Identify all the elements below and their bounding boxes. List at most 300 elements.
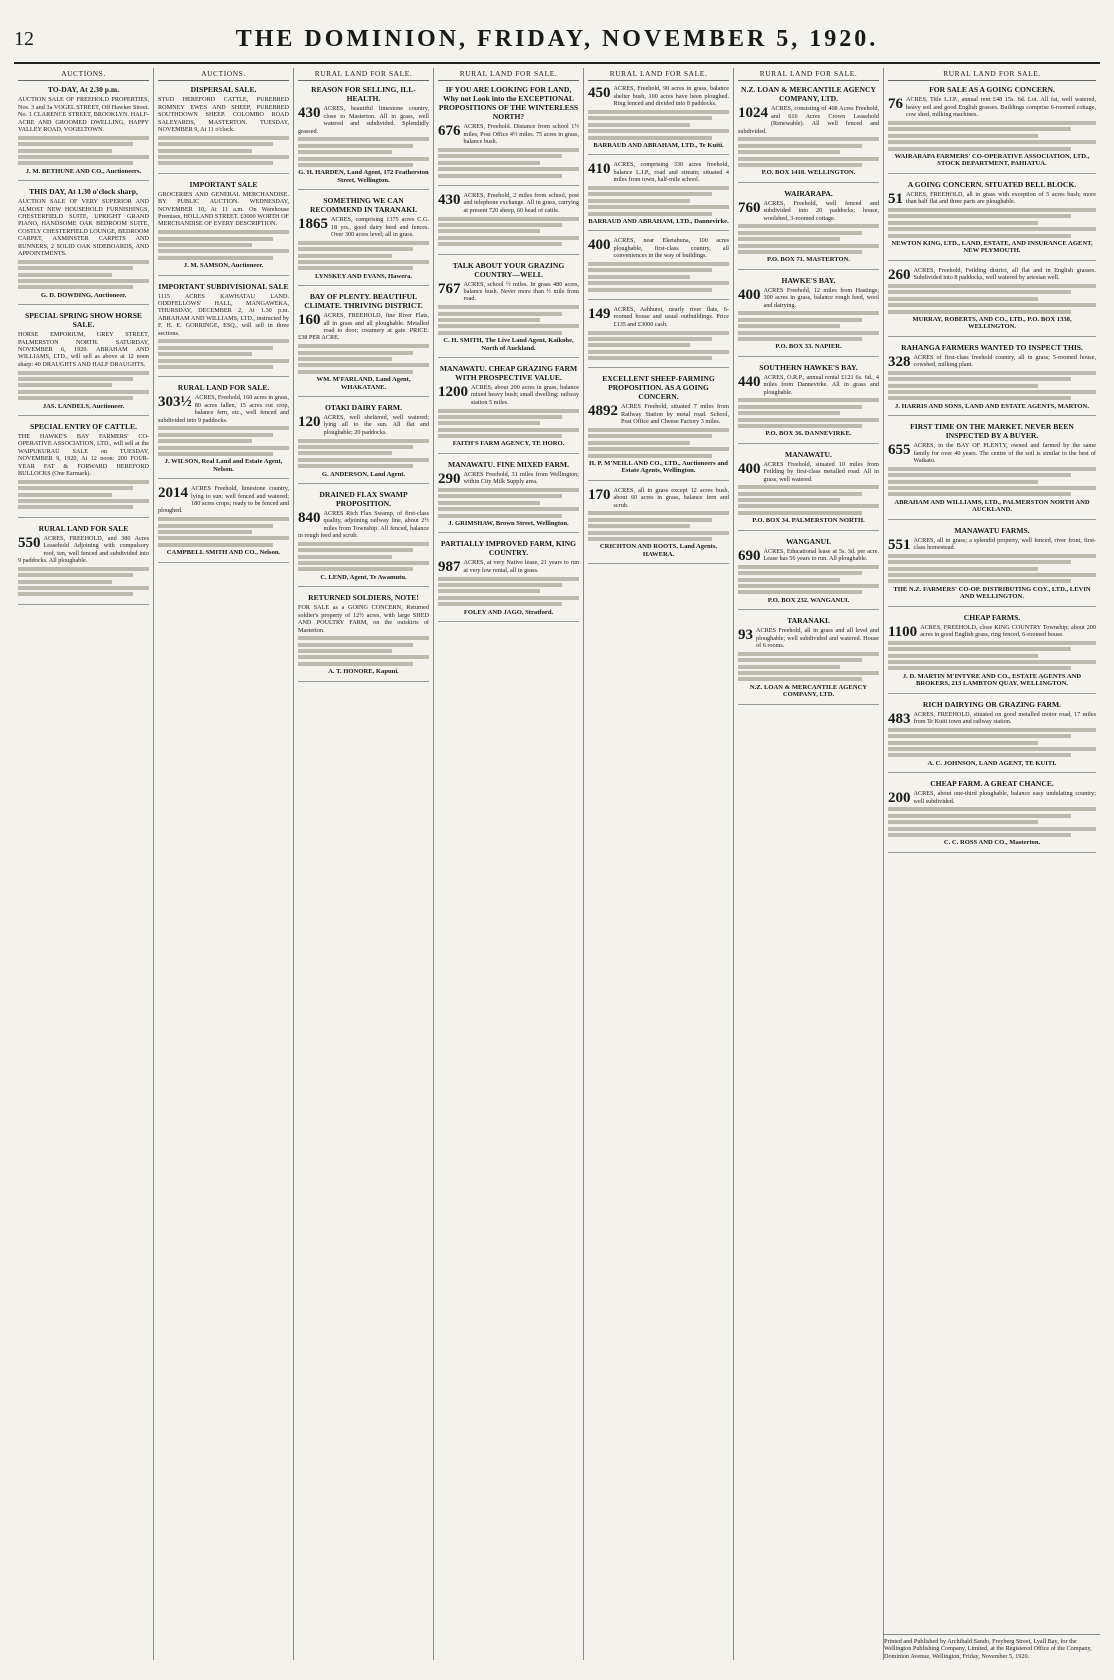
fine-print-line [888, 290, 1071, 294]
ad-title: A GOING CONCERN. SITUATED BELL BLOCK. [907, 179, 1077, 189]
ad-text: ACRES, about one-third ploughable, balance easy undulating country; well subdivided. [913, 790, 1096, 805]
ad-text: HORSE EMPORIUM, GREY STREET, PALMERSTON NORTH. SATURDAY, NOVEMBER 6, 1920. ABRAHAM AND WILLIAMS, LTD., will sell as above at 12 noon sharp: 40 DRAUGHTS AND HALF DRAUGHTS. [18, 331, 149, 368]
fine-print-line [438, 501, 540, 505]
fine-print-line [18, 499, 149, 503]
publisher-imprint: Printed and Published by Archibald Sando, Freyberg Street, Lyall Bay, for the Wellington Publishing Company, Limited, at the Registered Office of the Company, Dominion Avenue, Wellington, Friday, November 5, 1920. [884, 1634, 1100, 1660]
ad-lead-number: 840 [298, 509, 321, 526]
fine-print-line [738, 652, 879, 656]
ad-lead-number: 160 [298, 312, 321, 329]
fine-print-line [738, 231, 862, 235]
fine-print-line [438, 236, 579, 240]
fine-print-line [738, 250, 862, 254]
fine-print-line [438, 494, 562, 498]
ad-text: STUD HEREFORD CATTLE, PUREBRED ROMNEY EWES AND SHEEP, PUREBRED SOUTHDOWN SHEEP. COLOMBO ROAD SALEYARDS, MASTERTON. TUESDAY, NOVEMBER 9, At 11 o'clock. [158, 96, 289, 134]
fine-print-line [738, 318, 862, 322]
ad-signature: C. LEND, Agent, Te Awamutu. [320, 573, 407, 581]
fine-print-line [298, 254, 392, 258]
ad-lead-number: 410 [588, 161, 611, 178]
fine-print-line [738, 418, 879, 422]
fine-print-line [888, 660, 1096, 664]
fine-print-line [588, 331, 729, 335]
fine-print-line [298, 542, 429, 546]
ad-body [888, 790, 1096, 805]
fine-print-line [158, 142, 273, 146]
classified-ad [738, 276, 879, 357]
fine-print-line [738, 498, 840, 502]
fine-print-line [588, 343, 690, 347]
ad-title: IF YOU ARE LOOKING FOR LAND, Why not Look into the EXCEPTIONAL PROPOSITIONS OF THE WINTERLESS NORTH? [438, 85, 579, 122]
fine-print-line [438, 229, 540, 233]
classified-ad [888, 267, 1096, 337]
fine-print-line [298, 445, 413, 449]
ad-lead-number: 400 [738, 286, 761, 303]
classified-ad [888, 343, 1096, 417]
column-4 [434, 68, 584, 1660]
fine-print-line [438, 583, 562, 587]
fine-print-line [158, 439, 252, 443]
fine-print-line [588, 518, 712, 522]
fine-print-line [298, 548, 413, 552]
ad-signature: J. WILSON, Real Land and Estate Agent, Nelson. [164, 458, 283, 473]
fine-print-line [158, 452, 273, 456]
newspaper-title: THE DOMINION, FRIDAY, NOVEMBER 5, 1920. [235, 26, 879, 52]
ad-title: TO-DAY, At 2.30 p.m. [47, 85, 120, 95]
ad-body [158, 191, 289, 228]
fine-print-line [18, 377, 133, 381]
classified-ad [738, 85, 879, 182]
ad-signature: A. C. JOHNSON, LAND AGENT, TE KUITI. [927, 759, 1057, 767]
ad-signature: P.O. BOX 34. PALMERSTON NORTH. [752, 517, 865, 525]
ad-text: ACRES, Freehold, 90 acres in grass, balance shelter bush, 100 acres have been ploughed. Ring fenced and divided into 8 paddocks. [613, 85, 729, 108]
ad-title: TALK ABOUT YOUR GRAZING COUNTRY—WELL [452, 260, 565, 279]
ad-body [298, 414, 429, 436]
column-2 [154, 68, 294, 1660]
ad-title: IMPORTANT SALE [189, 179, 258, 189]
column-heading: RURAL LAND FOR SALE. [738, 68, 879, 81]
fine-print-line [888, 140, 1096, 144]
classified-ad [438, 460, 579, 534]
fine-print-line [18, 155, 149, 159]
ad-text: ACRES Freehold, limestone country, lying to sun; well fenced and watered; 180 acres crops; ready to be fenced and ploughed. [158, 485, 289, 515]
fine-print-line [18, 273, 112, 277]
fine-print-line [888, 134, 1038, 138]
fine-print-line [888, 297, 1038, 301]
ad-text: ACRES, FREEHOLD, fine River Flats, all in grass and all ploughable. Metalled road to door; creamery at gate. PRICE: £38 PER ACRE. [298, 312, 429, 342]
ad-text: 1115 ACRES KAWHATAU LAND. ODDFELLOWS' HALL, MANGAWEKA, THURSDAY, DECEMBER 2, At 1.30 p.m. ABRAHAM AND WILLIAMS, LTD., instructed by F. H. E. GORRINGE, ESQ., will sell in three sections. [158, 292, 289, 337]
ad-text: ACRES Freehold, situated 7 miles from Railway Station by metal road. School, Post Office and Cheese Factory 3 miles. [621, 403, 729, 426]
ad-lead-number: 430 [298, 105, 321, 122]
fine-print-line [888, 820, 1038, 824]
column-heading: AUCTIONS. [158, 68, 289, 81]
ad-text: ACRES, comprising 330 acres freehold, balance L.I.P., road and stream; situated 4 miles from town, half-mile school. [613, 161, 729, 184]
ad-body [438, 123, 579, 145]
column-heading: RURAL LAND FOR SALE. [588, 68, 729, 81]
fine-print-line [738, 405, 862, 409]
ad-signature: BARRAUD AND ABRAHAM, LTD., Te Kuiti. [593, 141, 724, 149]
fine-print-line [158, 136, 289, 140]
classified-ad [588, 85, 729, 155]
fine-print-line [158, 230, 289, 234]
ad-lead-number: 400 [738, 460, 761, 477]
ad-signature: P.O. BOX 36. DANNEVIRKE. [765, 430, 852, 438]
fine-print-line [588, 454, 712, 458]
classified-ad [738, 363, 879, 444]
fine-print-line [888, 567, 1038, 571]
fine-print-line [158, 155, 289, 159]
ad-signature: BARRAUD AND ABRAHAM, LTD., Dannevirke. [588, 217, 729, 225]
classified-ad [888, 613, 1096, 694]
ad-signature: C. C. ROSS AND CO., Masterton. [943, 839, 1041, 847]
ad-signature: J. M. SAMSON, Auctioneer. [183, 262, 264, 270]
ad-lead-number: 4892 [588, 403, 618, 420]
fine-print-line [588, 116, 712, 120]
page-number: 12 [14, 28, 34, 50]
column-3 [294, 68, 434, 1660]
fine-print-line [298, 643, 413, 647]
fine-print-line [738, 485, 879, 489]
fine-print-line [888, 492, 1071, 496]
fine-print-line [588, 428, 729, 432]
fine-print-line [438, 324, 579, 328]
fine-print-line [738, 150, 840, 154]
ad-body [588, 487, 729, 509]
fine-print-line [738, 144, 862, 148]
ad-signature: THE N.Z. FARMERS' CO-OP. DISTRIBUTING COY., LTD., LEVIN AND WELLINGTON. [893, 585, 1091, 601]
ad-signature: FAITH'S FARM AGENCY, TE HORO. [452, 440, 565, 448]
ad-lead-number: 767 [438, 280, 461, 297]
ad-signature: P.O. BOX 232. WANGANUI. [767, 596, 850, 604]
fine-print-line [18, 266, 133, 270]
fine-print-line [158, 359, 289, 363]
ad-text: ACRES, at very Native lease, 21 years to run at very low rental, all in grass. [463, 559, 579, 574]
ad-lead-number: 1024 [738, 105, 768, 122]
fine-print-line [298, 247, 413, 251]
fine-print-line [438, 217, 579, 221]
ad-text: ACRES, Educational lease at 5s. 3d. per acre. Lease has 56 years to run. All ploughable. [763, 547, 879, 563]
fine-print-line [888, 480, 1038, 484]
ad-body [438, 192, 579, 214]
fine-print-line [158, 161, 273, 165]
column-heading: RURAL LAND FOR SALE. [298, 68, 429, 81]
fine-print-line [298, 655, 429, 659]
fine-print-line [738, 578, 840, 582]
ad-body [158, 293, 289, 337]
fine-print-line [888, 747, 1096, 751]
fine-print-line [18, 279, 149, 283]
fine-print-line [888, 734, 1071, 738]
ad-body [738, 374, 879, 396]
ad-lead-number: 200 [888, 790, 911, 807]
ad-title: IMPORTANT SUBDIVISIONAL SALE [158, 281, 289, 291]
fine-print-line [888, 753, 1071, 757]
ad-signature: LYNSKEY AND EVANS, Hawera. [314, 272, 413, 280]
ad-signature: G. ANDERSON, Land Agent. [321, 470, 406, 478]
fine-print-line [738, 311, 879, 315]
classified-ad [588, 374, 729, 480]
ad-text: ACRES, all in grass except 12 acres bush, about 60 acres in grass, balance fern and scrub. [613, 486, 729, 509]
fine-print-line [438, 421, 540, 425]
fine-print-line [158, 543, 273, 547]
ad-signature: ABRAHAM AND WILLIAMS, LTD., PALMERSTON NORTH AND AUCKLAND. [894, 498, 1090, 514]
fine-print-line [18, 383, 112, 387]
ad-body [158, 96, 289, 133]
fine-print-line [888, 666, 1071, 670]
fine-print-line [18, 592, 133, 596]
ad-signature: CAMPBELL SMITH AND CO., Nelson. [166, 549, 281, 557]
fine-print-line [158, 426, 289, 430]
fine-print-line [888, 827, 1096, 831]
ad-lead-number: 120 [298, 413, 321, 430]
ad-text: ACRES Freehold, 12 miles from Hastings; 300 acres in grass, balance rough feed, wool and dairying. [763, 286, 879, 309]
fine-print-line [588, 356, 712, 360]
fine-print-line [588, 288, 712, 292]
fine-print-line [18, 505, 133, 509]
fine-print-line [158, 339, 289, 343]
fine-print-line [588, 123, 690, 127]
ad-lead-number: 2014 [158, 485, 188, 502]
ad-lead-number: 170 [588, 486, 611, 503]
fine-print-line [888, 221, 1038, 225]
ad-title: FIRST TIME ON THE MARKET. NEVER BEEN INSPECTED BY A BUYER. [910, 422, 1074, 441]
fine-print-line [438, 428, 579, 432]
ad-text: ACRES of first-class freehold country, all in grass; 5-roomed house, cowshed, milking plant. [913, 353, 1096, 369]
fine-print-line [438, 318, 540, 322]
ad-lead-number: 483 [888, 710, 911, 727]
fine-print-line [158, 149, 252, 153]
fine-print-line [888, 467, 1096, 471]
ad-text: ACRES, Freehold, 160 acres in grass, 80 acres fallen, 15 acres cut crop, balance fern, etc., well fenced and subdivided into 9 paddocks. [158, 394, 289, 424]
ad-lead-number: 1200 [438, 383, 468, 400]
ad-body [588, 237, 729, 259]
fine-print-line [438, 507, 579, 511]
ad-title: RICH DAIRYING OR GRAZING FARM. [922, 699, 1062, 709]
fine-print-line [738, 511, 862, 515]
fine-print-line [738, 565, 879, 569]
ad-body [298, 105, 429, 135]
ad-text: ACRES, about 200 acres in grass, balance mixed heavy bush; small dwelling; railway station 5 miles. [471, 383, 579, 406]
ad-body [438, 384, 579, 406]
fine-print-line [438, 589, 540, 593]
ad-title: FOR SALE AS A GOING CONCERN. [929, 85, 1055, 95]
ad-text: ACRES, school ½ miles. In grass 480 acres, balance bush. Never more than ½ mile from road. [463, 280, 579, 303]
ad-title: HAWKE'S BAY. [781, 275, 836, 285]
fine-print-line [738, 677, 862, 681]
ad-lead-number: 400 [588, 237, 611, 254]
fine-print-line [18, 573, 133, 577]
fine-print-line [888, 227, 1096, 231]
columns-container [14, 68, 1100, 1660]
fine-print-line [738, 224, 879, 228]
fine-print-line [888, 486, 1096, 490]
fine-print-line [298, 567, 413, 571]
fine-print-line [298, 370, 413, 374]
ad-signature: P.O. BOX 71. MASTERTON. [766, 256, 851, 264]
fine-print-line [438, 161, 540, 165]
ad-body [588, 161, 729, 183]
fine-print-line [888, 560, 1071, 564]
ad-lead-number: 260 [888, 266, 911, 283]
fine-print-line [738, 157, 879, 161]
ad-body [438, 471, 579, 486]
fine-print-line [18, 136, 149, 140]
fine-print-line [298, 649, 392, 653]
column-heading: RURAL LAND FOR SALE. [888, 68, 1096, 81]
fine-print-line [298, 144, 413, 148]
fine-print-line [438, 167, 579, 171]
fine-print-line [888, 121, 1096, 125]
fine-print-line [18, 580, 112, 584]
fine-print-line [158, 243, 252, 247]
fine-print-line [18, 567, 149, 571]
ad-title: RETURNED SOLDIERS, NOTE! [308, 593, 419, 603]
fine-print-line [588, 537, 712, 541]
column-7 [884, 68, 1100, 1660]
fine-print-line [298, 163, 413, 167]
classified-ad [888, 779, 1096, 853]
column-heading: RURAL LAND FOR SALE. [438, 68, 579, 81]
fine-print-line [158, 524, 273, 528]
ad-text: ACRES, O.R.P., annual rental £121 6s. 6d., 4 miles from Dannevirke. All in grass and ploughable. [763, 373, 879, 396]
ad-signature: CRICHTON AND ROOTS, Land Agents, HAWERA. [599, 543, 718, 558]
fine-print-line [888, 654, 1038, 658]
fine-print-line [18, 371, 149, 375]
column-5 [584, 68, 734, 1660]
fine-print-line [738, 571, 862, 575]
classified-ad [438, 85, 579, 186]
fine-print-line [438, 602, 562, 606]
fine-print-line [158, 249, 289, 253]
classified-ad [158, 85, 289, 173]
ad-body [18, 535, 149, 565]
ad-signature: P.O. BOX 1418. WELLINGTON. [761, 169, 856, 177]
ad-signature: MURRAY, ROBERTS, AND CO., LTD., P.O. BOX 1338, WELLINGTON. [912, 315, 1072, 331]
fine-print-line [18, 486, 133, 490]
fine-print-line [298, 351, 413, 355]
ad-body [888, 191, 1096, 206]
fine-print-line [298, 555, 392, 559]
ad-lead-number: 93 [738, 627, 753, 644]
fine-print-line [438, 312, 562, 316]
ad-signature: N.Z. LOAN & MERCANTILE AGENCY COMPANY, LTD. [749, 683, 868, 699]
fine-print-line [888, 647, 1071, 651]
classified-ad [888, 526, 1096, 607]
fine-print-line [888, 641, 1096, 645]
fine-print-line [438, 415, 562, 419]
column-6 [734, 68, 884, 1660]
classified-ad [888, 700, 1096, 774]
ad-body [888, 537, 1096, 552]
fine-print-line [738, 584, 879, 588]
fine-print-line [588, 192, 712, 196]
ad-body [298, 216, 429, 238]
ad-lead-number: 290 [438, 470, 461, 487]
fine-print-line [588, 262, 729, 266]
fine-print-line [588, 205, 729, 209]
fine-print-line [438, 331, 562, 335]
fine-print-line [888, 554, 1096, 558]
ad-text: ACRES, beautiful limestone country, close to Masterton. All in grass, well watered and subdivided. Splendidly grassed. [298, 105, 429, 135]
ad-body [738, 548, 879, 563]
fine-print-line [158, 365, 273, 369]
ad-signature: J. M. BETHUNE AND CO., Auctioneers. [25, 167, 142, 175]
ad-signature: G. H. HARDEN, Land Agent, 172 Featherston Street, Wellington. [298, 169, 429, 184]
fine-print-line [738, 411, 840, 415]
fine-print-line [18, 161, 133, 165]
ad-lead-number: 676 [438, 123, 461, 140]
ad-title: CHEAP FARMS. [963, 612, 1021, 622]
fine-print-line [588, 350, 729, 354]
fine-print-line [298, 439, 429, 443]
classified-ad [738, 616, 879, 704]
ad-body [18, 433, 149, 477]
fine-print-line [438, 577, 579, 581]
ad-text: ACRES, Title L.I.P., annual rent £48 15s. 6d. Lot. All fat, well watered, heavy soil and good English grasses. Buildings comprise 6-roomed cottage, cow shed, milking machines. [906, 96, 1096, 119]
classified-ad [438, 364, 579, 454]
fine-print-line [888, 741, 1038, 745]
ad-body [888, 354, 1096, 369]
fine-print-line [298, 451, 392, 455]
ad-body [738, 105, 879, 135]
fine-print-line [588, 524, 690, 528]
ad-title: MANAWATU. FINE MIXED FARM. [448, 459, 569, 469]
fine-print-line [298, 150, 392, 154]
ad-title: TARANAKI. [787, 616, 830, 626]
ad-text: ACRES Freehold, 31 miles from Wellington; within City Milk Supply area. [463, 470, 579, 486]
ad-body [18, 198, 149, 257]
ad-body [298, 312, 429, 342]
ad-body [738, 627, 879, 649]
fine-print-line [738, 324, 840, 328]
classified-ad [158, 485, 289, 562]
ad-title: MANAWATU. CHEAP GRAZING FARM WITH PROSPECTIVE VALUE. [439, 363, 578, 382]
fine-print-line [438, 242, 562, 246]
ad-body [738, 287, 879, 309]
ad-text: ACRES, near Eketahuna, 100 acres ploughable, first-class country, all conveniences in the way of buildings. [613, 237, 729, 260]
fine-print-line [588, 110, 729, 114]
fine-print-line [888, 833, 1071, 837]
classified-ad [588, 237, 729, 300]
ad-body [298, 604, 429, 634]
classified-ad [158, 282, 289, 378]
ad-title: N.Z. LOAN & MERCANTILE AGENCY COMPANY, LTD. [740, 85, 876, 104]
ad-signature: G. D. DOWDING, Auctioneer. [40, 291, 127, 299]
classified-ad [438, 261, 579, 358]
fine-print-line [158, 536, 289, 540]
ad-lead-number: 551 [888, 536, 911, 553]
ad-title: THIS DAY, At 1.30 o'clock sharp, [29, 187, 138, 197]
fine-print-line [588, 136, 712, 140]
fine-print-line [298, 137, 429, 141]
fine-print-line [588, 337, 712, 341]
classified-ad [298, 292, 429, 397]
fine-print-line [738, 163, 862, 167]
fine-print-line [588, 275, 690, 279]
ad-signature: A. T. HONORE, Kapuni. [328, 668, 399, 676]
ad-title: SOUTHERN HAWKE'S BAY. [759, 362, 858, 372]
classified-ad [18, 422, 149, 518]
fine-print-line [438, 514, 562, 518]
ad-lead-number: 76 [888, 96, 903, 113]
ad-title: SPECIAL ENTRY OF CATTLE. [29, 421, 138, 431]
fine-print-line [888, 396, 1071, 400]
ad-body [888, 624, 1096, 639]
ad-body [738, 461, 879, 483]
ad-title: DISPERSAL SALE. [190, 85, 257, 95]
classified-ad [888, 422, 1096, 519]
ad-body [158, 485, 289, 515]
ad-title: MANAWATU FARMS. [954, 525, 1030, 535]
ad-text: AUCTION SALE OF VERY SUPERIOR AND ALMOST NEW HOUSEHOLD FURNISHINGS, CHESTERFIELD SUITE, UPRIGHT GRAND PIANO, HANDSOME OAK BEDROOM SUITE, COSTLY CHESTERFIELD LOUNGE, BEDROOM CARPET, AXMINSTER CARPETS AND RUNNERS, 2 SOLID OAK SIDEBOARDS, AND APPOINTMENTS. [18, 198, 149, 258]
